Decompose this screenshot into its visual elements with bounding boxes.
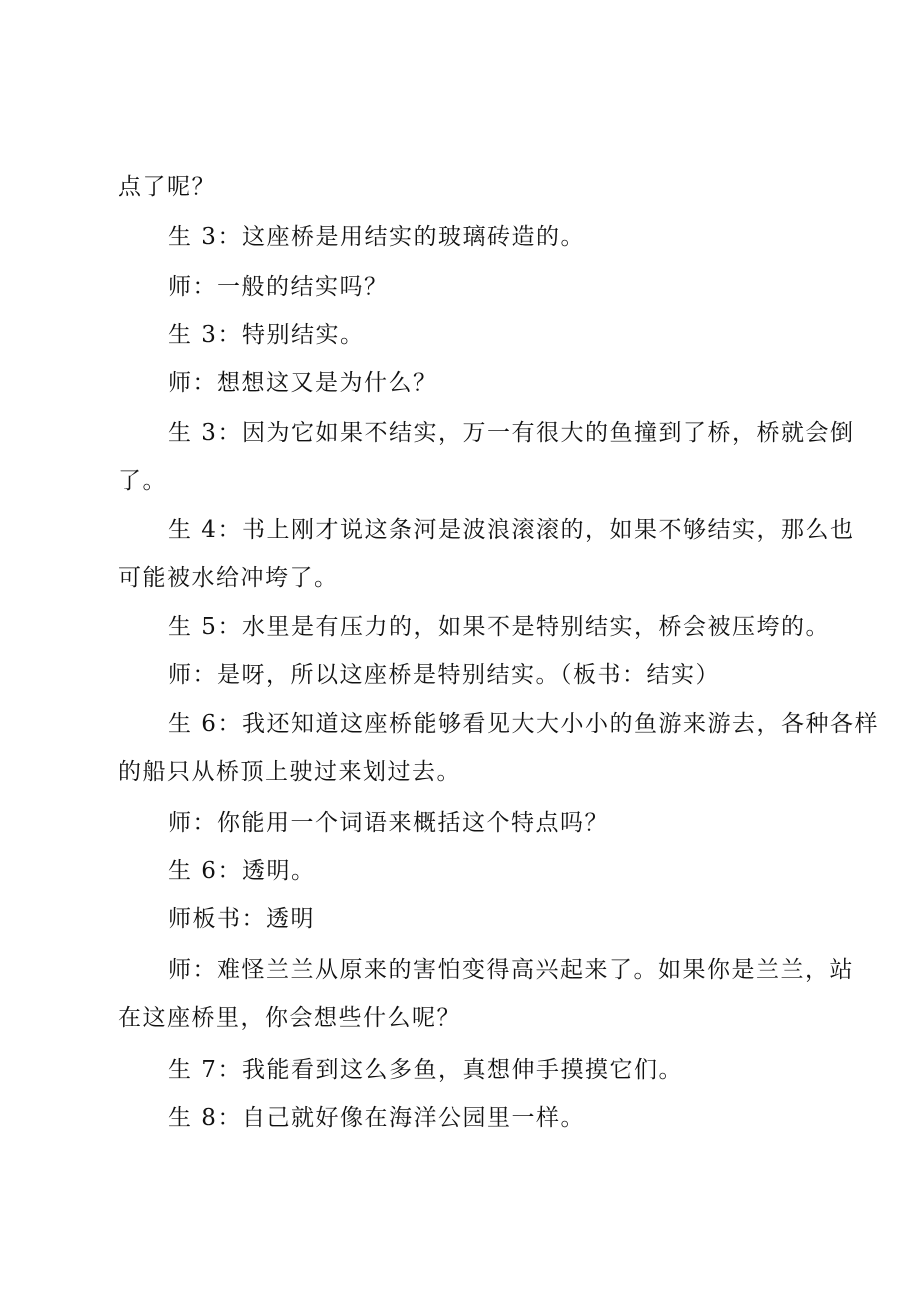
paragraph-line: 师板书：透明 — [168, 906, 315, 932]
paragraph-line: 生 8：自己就好像在海洋公园里一样。 — [168, 1105, 585, 1131]
paragraph-line: 生 7：我能看到这么多鱼，真想伸手摸摸它们。 — [168, 1057, 683, 1083]
paragraph-line: 了。 — [118, 468, 167, 494]
paragraph-line: 生 3：因为它如果不结实，万一有很大的鱼撞到了桥，桥就会倒 — [168, 420, 855, 446]
paragraph-line: 生 6：透明。 — [168, 858, 316, 884]
paragraph-line: 师：你能用一个词语来概括这个特点吗？ — [168, 810, 609, 836]
paragraph-line: 师：是呀，所以这座桥是特别结实。（板书：结实） — [168, 662, 720, 688]
paragraph-line: 生 5：水里是有压力的，如果不是特别结实，桥会被压垮的。 — [168, 614, 830, 640]
paragraph-line: 生 4：书上刚才说这条河是波浪滚滚的，如果不够结实，那么也 — [168, 517, 855, 543]
paragraph-line: 师：难怪兰兰从原来的害怕变得高兴起来了。如果你是兰兰，站 — [168, 957, 854, 983]
paragraph-line: 生 6：我还知道这座桥能够看见大大小小的鱼游来游去，各种各样 — [168, 711, 879, 737]
paragraph-line: 生 3：这座桥是用结实的玻璃砖造的。 — [168, 224, 585, 250]
paragraph-line: 点了呢？ — [118, 174, 216, 200]
paragraph-line: 的船只从桥顶上驶过来划过去。 — [118, 759, 461, 785]
paragraph-line: 师：想想这又是为什么？ — [168, 370, 438, 396]
paragraph-line: 在这座桥里，你会想些什么呢？ — [118, 1005, 461, 1031]
paragraph-line: 师：一般的结实吗？ — [168, 274, 389, 300]
paragraph-line: 生 3：特别结实。 — [168, 322, 365, 348]
paragraph-line: 可能被水给冲垮了。 — [118, 565, 339, 591]
